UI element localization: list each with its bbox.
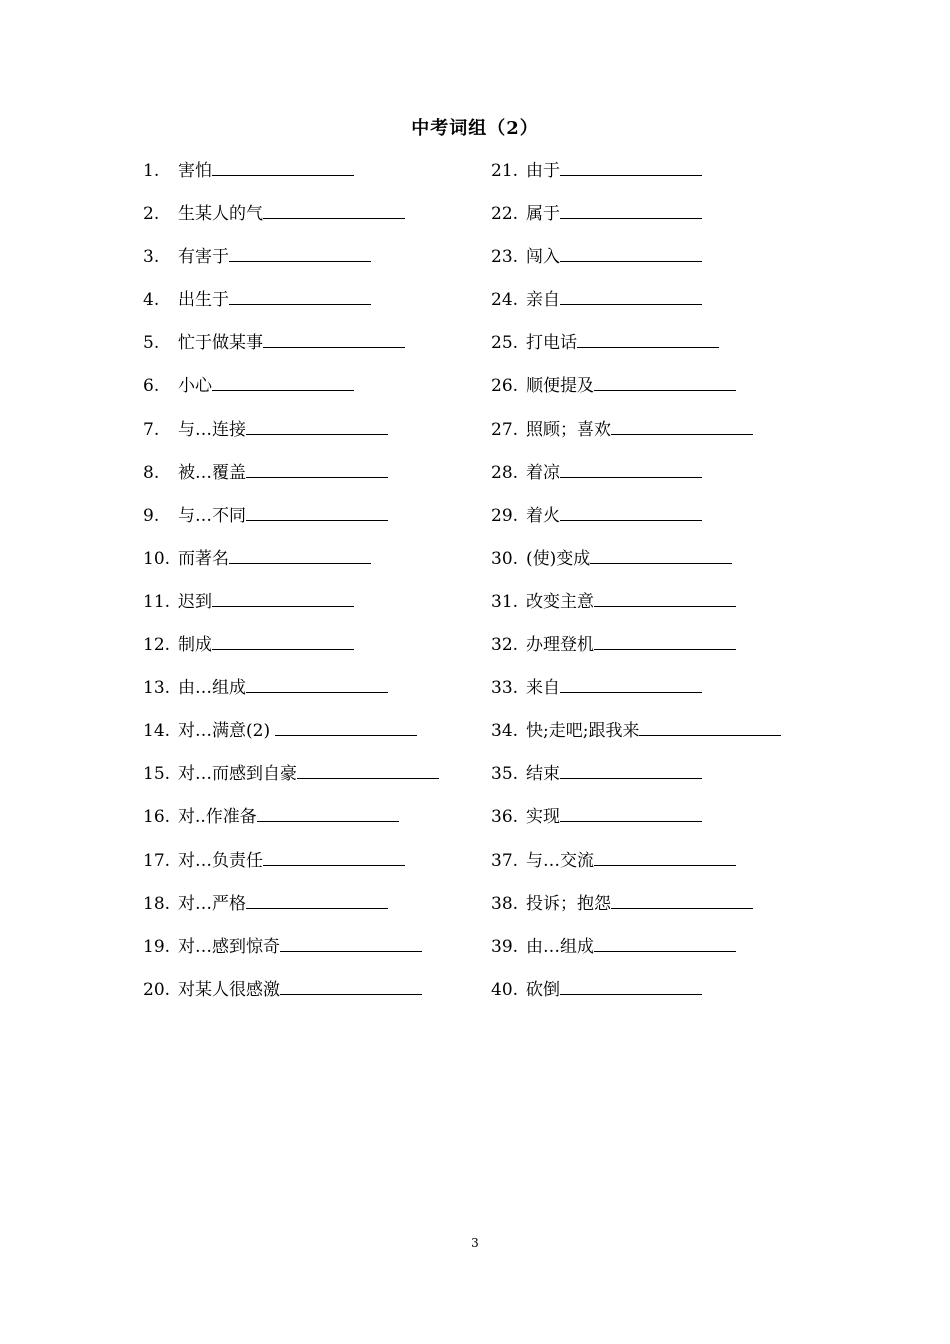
- left-column: [143, 157, 523, 1019]
- item-text: 结束: [526, 764, 560, 785]
- item-text: 打电话: [526, 333, 577, 354]
- answer-blank[interactable]: [229, 243, 371, 262]
- list-item: [143, 157, 523, 200]
- answer-blank[interactable]: [246, 674, 388, 693]
- list-item: [491, 588, 871, 631]
- answer-blank[interactable]: [560, 502, 702, 521]
- item-number: 12.: [143, 635, 171, 656]
- list-item: [491, 416, 871, 459]
- list-item: [491, 890, 871, 933]
- list-item: [143, 760, 523, 803]
- item-text: 属于: [526, 204, 560, 225]
- item-text: 闯入: [526, 247, 560, 268]
- item-number: 15.: [143, 764, 171, 785]
- item-text: 与…连接: [178, 419, 246, 440]
- list-item: [491, 372, 871, 415]
- list-item: [143, 890, 523, 933]
- item-number: 6.: [143, 376, 160, 397]
- answer-blank[interactable]: [212, 631, 354, 650]
- answer-blank[interactable]: [263, 329, 405, 348]
- answer-blank[interactable]: [212, 157, 354, 176]
- item-text: 砍倒: [526, 979, 560, 1000]
- item-number: 25.: [491, 333, 519, 354]
- item-text: 有害于: [178, 247, 229, 268]
- page-number: 3: [471, 1236, 479, 1250]
- item-number: 14.: [143, 721, 171, 742]
- answer-blank[interactable]: [246, 459, 388, 478]
- answer-blank[interactable]: [263, 847, 405, 866]
- item-text: 办理登机: [526, 635, 594, 656]
- item-text: 忙于做某事: [178, 333, 263, 354]
- right-column: [491, 157, 871, 1019]
- list-item: [491, 674, 871, 717]
- item-number: 10.: [143, 548, 171, 569]
- item-text: 由…组成: [526, 936, 594, 957]
- item-number: 40.: [491, 979, 519, 1000]
- item-text: 对…负责任: [178, 850, 263, 871]
- item-number: 30.: [491, 548, 519, 569]
- answer-blank[interactable]: [212, 372, 354, 391]
- item-number: 27.: [491, 419, 519, 440]
- item-text: 出生于: [178, 290, 229, 311]
- item-text: 迟到: [178, 591, 212, 612]
- item-number: 35.: [491, 764, 519, 785]
- answer-blank[interactable]: [275, 717, 417, 736]
- item-number: 16.: [143, 807, 171, 828]
- item-text: 顺便提及: [526, 376, 594, 397]
- list-item: [491, 329, 871, 372]
- list-item: [143, 545, 523, 588]
- list-item: [143, 243, 523, 286]
- item-number: 18.: [143, 893, 171, 914]
- item-text: 与…交流: [526, 850, 594, 871]
- item-text: 生某人的气: [178, 204, 263, 225]
- list-item: [491, 976, 871, 1019]
- list-item: [143, 286, 523, 329]
- answer-blank[interactable]: [246, 502, 388, 521]
- item-number: 5.: [143, 333, 160, 354]
- item-number: 38.: [491, 893, 519, 914]
- list-item: [491, 803, 871, 846]
- list-item: [491, 631, 871, 674]
- list-item: [491, 286, 871, 329]
- answer-blank[interactable]: [280, 976, 422, 995]
- list-item: [491, 545, 871, 588]
- list-item: [143, 329, 523, 372]
- list-item: [143, 631, 523, 674]
- item-number: 26.: [491, 376, 519, 397]
- item-text: 对…而感到自豪: [178, 764, 297, 785]
- item-text: 对..作准备: [178, 807, 257, 828]
- answer-blank[interactable]: [560, 803, 702, 822]
- list-item: [143, 372, 523, 415]
- list-item: [143, 200, 523, 243]
- item-text: (使)变成: [526, 548, 591, 569]
- answer-blank[interactable]: [280, 933, 422, 952]
- answer-blank[interactable]: [257, 803, 399, 822]
- list-item: [491, 933, 871, 976]
- item-number: 23.: [491, 247, 519, 268]
- item-number: 8.: [143, 462, 160, 483]
- item-text: 害怕: [178, 161, 212, 181]
- answer-blank[interactable]: [246, 890, 388, 909]
- item-text: 对…严格: [178, 893, 246, 914]
- list-item: [143, 717, 523, 760]
- item-number: 1.: [143, 161, 160, 181]
- item-text: 快;走吧;跟我来: [526, 721, 640, 742]
- item-text: 由于: [526, 161, 560, 181]
- list-item: [143, 933, 523, 976]
- answer-blank[interactable]: [639, 717, 781, 736]
- item-number: 20.: [143, 979, 171, 1000]
- item-text: 由…组成: [178, 678, 246, 699]
- item-text: 投诉；抱怨: [526, 893, 611, 914]
- item-number: 2.: [143, 204, 160, 225]
- item-text: 照顾；喜欢: [526, 419, 611, 440]
- answer-blank[interactable]: [246, 416, 388, 435]
- item-text: 着火: [526, 505, 560, 526]
- answer-blank[interactable]: [560, 459, 702, 478]
- item-text: 亲自: [526, 290, 560, 311]
- answer-blank[interactable]: [611, 890, 753, 909]
- list-item: [143, 588, 523, 631]
- list-item: [143, 459, 523, 502]
- answer-blank[interactable]: [212, 588, 354, 607]
- item-number: 4.: [143, 290, 160, 311]
- answer-blank[interactable]: [577, 329, 719, 348]
- answer-blank[interactable]: [611, 416, 753, 435]
- list-item: [143, 847, 523, 890]
- list-item: [143, 502, 523, 545]
- item-number: 13.: [143, 678, 171, 699]
- answer-blank[interactable]: [594, 847, 736, 866]
- item-number: 22.: [491, 204, 519, 225]
- answer-blank[interactable]: [594, 588, 736, 607]
- item-number: 28.: [491, 462, 519, 483]
- list-item: [143, 416, 523, 459]
- list-item: [491, 243, 871, 286]
- answer-blank[interactable]: [560, 286, 702, 305]
- item-text: 对…满意(2): [178, 721, 276, 742]
- item-number: 19.: [143, 936, 171, 957]
- list-item: [491, 760, 871, 803]
- answer-blank[interactable]: [594, 372, 736, 391]
- answer-blank[interactable]: [594, 933, 736, 952]
- item-text: 小心: [178, 376, 212, 397]
- answer-blank[interactable]: [560, 674, 702, 693]
- list-item: [491, 847, 871, 890]
- answer-blank[interactable]: [590, 545, 732, 564]
- answer-blank[interactable]: [297, 760, 439, 779]
- item-text: 制成: [178, 635, 212, 656]
- item-text: 被…覆盖: [178, 462, 246, 483]
- list-item: [143, 674, 523, 717]
- item-number: 39.: [491, 936, 519, 957]
- answer-blank[interactable]: [560, 243, 702, 262]
- item-number: 36.: [491, 807, 519, 828]
- answer-blank[interactable]: [229, 545, 371, 564]
- list-item: [491, 502, 871, 545]
- answer-blank[interactable]: [594, 631, 736, 650]
- list-item: [143, 976, 523, 1019]
- list-item: [491, 717, 871, 760]
- answer-blank[interactable]: [560, 157, 702, 176]
- answer-blank[interactable]: [560, 200, 702, 219]
- item-number: 17.: [143, 850, 171, 871]
- item-number: 32.: [491, 635, 519, 656]
- item-text: 而著名: [178, 548, 229, 569]
- item-text: 实现: [526, 807, 560, 828]
- list-item: [143, 803, 523, 846]
- item-text: 对某人很感激: [178, 979, 280, 1000]
- item-number: 3.: [143, 247, 160, 268]
- answer-blank[interactable]: [560, 760, 702, 779]
- item-text: 与…不同: [178, 505, 246, 526]
- item-number: 7.: [143, 419, 160, 440]
- list-item: [491, 200, 871, 243]
- item-number: 24.: [491, 290, 519, 311]
- item-number: 37.: [491, 850, 519, 871]
- item-text: 对…感到惊奇: [178, 936, 280, 957]
- item-number: 21.: [491, 161, 519, 181]
- answer-blank[interactable]: [560, 976, 702, 995]
- answer-blank[interactable]: [229, 286, 371, 305]
- item-number: 29.: [491, 505, 519, 526]
- item-text: 来自: [526, 678, 560, 699]
- item-number: 31.: [491, 591, 519, 612]
- item-text: 着凉: [526, 462, 560, 483]
- list-item: [491, 157, 871, 200]
- item-number: 33.: [491, 678, 519, 699]
- page-title: 中考词组（2）: [411, 118, 539, 139]
- list-item: [491, 459, 871, 502]
- item-number: 9.: [143, 505, 160, 526]
- item-number: 34.: [491, 721, 519, 742]
- item-text: 改变主意: [526, 591, 594, 612]
- answer-blank[interactable]: [263, 200, 405, 219]
- item-number: 11.: [143, 591, 171, 612]
